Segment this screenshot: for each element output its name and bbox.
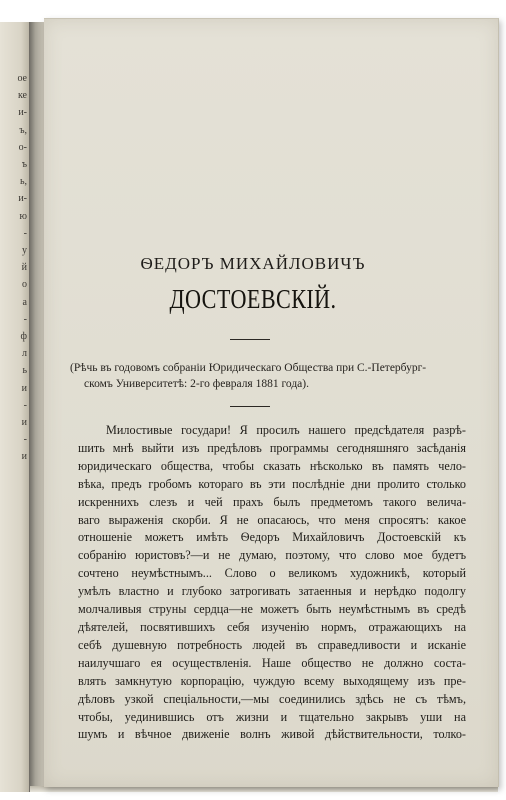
left-page-text-fragment: й — [21, 262, 27, 274]
left-page-text-fragment: и — [21, 382, 27, 394]
body-line: отношеніе можетъ имѣть Ѳедоръ Михайловичъ Достоевскій къ — [78, 530, 466, 545]
body-line: дѣятелей, посвятившихъ себя изученію нормъ, отражающихъ на — [78, 619, 466, 634]
body-line: ваго выраженія скорби. Я не опасаюсь, что меня спросятъ: какое — [78, 512, 466, 527]
body-line: собранію юристовъ?—и не думаю, поэтому, что слово мое будетъ — [78, 548, 466, 563]
left-page-text-fragment: и — [21, 417, 27, 428]
body-line: умѣлъ властно и глубоко затрогивать затаенныя и нерѣдко подолгу — [78, 584, 466, 599]
left-page-text-fragment: - — [23, 313, 27, 325]
body-line: искреннихъ слезъ и чей прахъ былъ предметомъ такого велича- — [78, 494, 466, 509]
left-page-text-fragment: ф — [20, 331, 27, 342]
body-line: чтобы, уединившись отъ жизни и тщательно закрывъ уши на — [78, 709, 466, 724]
left-page-text-fragment: - — [23, 434, 27, 446]
left-page-text-fragment: и- — [18, 193, 27, 205]
left-page-text-fragment: а — [22, 296, 27, 308]
body-line: вѣка, предъ гробомъ котораго въ эти послѣдніе дни пролито столько — [78, 476, 466, 491]
left-page-text-fragment: у — [22, 245, 27, 256]
body-line: себѣ душевную потребность людей въ справедливости и исканіе — [78, 637, 466, 652]
left-page-text-fragment: ю — [19, 210, 27, 222]
left-page-text-fragment: ъ, — [19, 124, 27, 136]
left-page-text-fragment: - — [23, 399, 27, 411]
body-line: шумъ и вѣчное движеніе волнъ живой дѣйствительности, толко- — [78, 727, 466, 742]
left-page-text-fragment: ъ — [21, 159, 27, 170]
heading-divider — [230, 339, 270, 340]
speech-body — [78, 422, 466, 744]
body-line: Милостивые государи! Я просилъ нашего предсѣдателя разрѣ- — [106, 423, 466, 437]
body-line: сочтено неумѣстнымъ... Слово о великомъ художникѣ, который — [78, 566, 466, 581]
subtitle-line: (Рѣчь въ годовомъ собраніи Юридическаго Общества при С.-Петербург- — [70, 362, 427, 374]
left-page-text-fragment: ке — [17, 90, 27, 102]
left-page-text-fragment: л — [22, 348, 27, 360]
body-line: юридическаго общества, чтобы сказать нѣсколько въ память чело- — [78, 458, 466, 473]
left-page-edge — [0, 22, 31, 792]
left-page-text-fragment: и — [21, 451, 27, 463]
body-line: влять замкнутую корпорацію, чуждую всему выходящему изъ пре- — [78, 673, 466, 688]
body-line: шить мнѣ выйти изъ предѣловъ программы сегодняшняго засѣданія — [78, 440, 466, 455]
left-page-text-fragment: - — [23, 227, 27, 239]
subtitle-divider — [230, 406, 270, 407]
body-line: дѣловъ узкой спеціальности,—мы соединились здѣсь не съ тѣмъ, — [78, 691, 466, 706]
body-line: молчаливыя струны сердца—не можетъ быть неумѣстнымъ въ средѣ — [78, 602, 466, 617]
body-line: наилучшаго ея осуществленія. Наше общество не должно соста- — [78, 655, 466, 670]
left-page-text-fragment: о- — [18, 141, 27, 153]
left-page-text-fragment: ь — [22, 365, 27, 377]
subtitle-line: скомъ Университетѣ: 2-го февраля 1881 года). — [84, 378, 309, 390]
left-page-text-fragment: о — [22, 279, 27, 291]
left-page-text-fragment: и- — [18, 107, 27, 119]
heading-name: ѲЕДОРЪ МИХАЙЛОВИЧЪ — [140, 254, 366, 273]
heading-surname: ДОСТОЕВСКІЙ. — [169, 284, 337, 314]
left-page-text-fragment: ое — [17, 73, 27, 84]
left-page-text-fragment: ь, — [19, 176, 27, 188]
